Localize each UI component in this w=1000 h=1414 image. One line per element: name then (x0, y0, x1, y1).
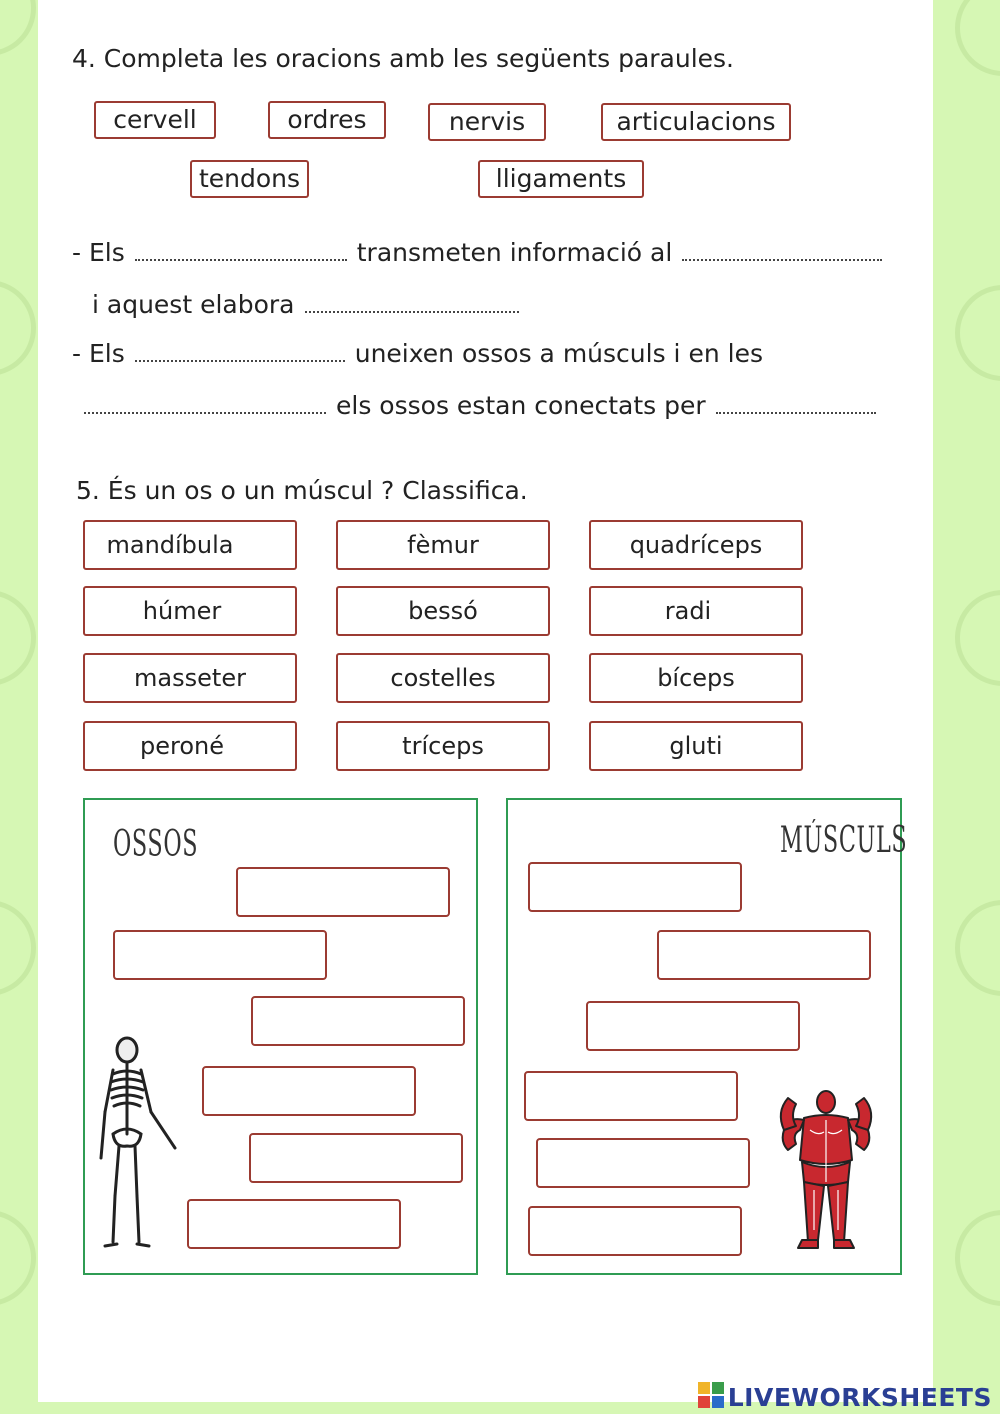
decorative-ring (955, 590, 1000, 686)
classify-item[interactable]: gluti (589, 721, 803, 771)
word-card[interactable]: lligaments (478, 160, 644, 198)
muscles-drop-slot[interactable] (657, 930, 871, 980)
classify-item[interactable]: mandíbula (83, 520, 297, 570)
muscles-drop-slot[interactable] (586, 1001, 800, 1051)
sentence-text: - Els (72, 238, 125, 267)
decorative-ring (0, 280, 36, 376)
decorative-ring (955, 285, 1000, 381)
decorative-ring (955, 0, 1000, 76)
question-4-title: 4. Completa les oracions amb les següents paraules. (72, 44, 734, 73)
muscles-panel-title: MÚSCULS (780, 820, 908, 861)
decorative-ring (0, 900, 36, 996)
sentence-text: - Els (72, 339, 125, 368)
sentence-text: els ossos estan conectats per (336, 391, 706, 420)
bones-drop-slot[interactable] (113, 930, 327, 980)
bones-drop-slot[interactable] (249, 1133, 463, 1183)
bones-panel-title: OSSOS (113, 824, 199, 865)
word-card[interactable]: tendons (190, 160, 309, 198)
bones-drop-slot[interactable] (202, 1066, 416, 1116)
classify-item[interactable]: masseter (83, 653, 297, 703)
liveworksheets-logo-icon (698, 1382, 724, 1408)
muscle-body-illustration (774, 1090, 878, 1250)
sentence-text: uneixen ossos a músculs i en les (354, 339, 763, 368)
sentence-text: i aquest elabora (92, 290, 295, 319)
word-card[interactable]: ordres (268, 101, 386, 139)
word-card[interactable]: articulacions (601, 103, 791, 141)
classify-item[interactable]: fèmur (336, 520, 550, 570)
sentence-line (74, 391, 886, 420)
word-card[interactable]: cervell (94, 101, 216, 139)
word-card[interactable]: nervis (428, 103, 546, 141)
decorative-ring (0, 0, 36, 56)
blank-field[interactable] (682, 259, 882, 261)
bones-drop-slot[interactable] (251, 996, 465, 1046)
blank-field[interactable] (305, 311, 519, 313)
decorative-ring (955, 900, 1000, 996)
sentence-text: transmeten informació al (356, 238, 673, 267)
muscles-drop-slot[interactable] (528, 862, 742, 912)
decorative-ring (0, 1210, 36, 1306)
question-5-title: 5. És un os o un múscul ? Classifica. (76, 476, 528, 505)
liveworksheets-brand[interactable]: LIVEWORKSHEETS (727, 1383, 992, 1412)
muscles-drop-slot[interactable] (524, 1071, 738, 1121)
blank-field[interactable] (135, 360, 345, 362)
bones-drop-slot[interactable] (236, 867, 450, 917)
classify-item[interactable]: costelles (336, 653, 550, 703)
classify-item[interactable]: bessó (336, 586, 550, 636)
classify-item[interactable]: tríceps (336, 721, 550, 771)
bones-panel (83, 798, 478, 1275)
sentence-line (72, 238, 892, 267)
muscles-drop-slot[interactable] (536, 1138, 750, 1188)
blank-field[interactable] (84, 412, 326, 414)
bones-drop-slot[interactable] (187, 1199, 401, 1249)
blank-field[interactable] (716, 412, 876, 414)
classify-item[interactable]: bíceps (589, 653, 803, 703)
skeleton-illustration (93, 1036, 187, 1254)
blank-field[interactable] (135, 259, 347, 261)
classify-item[interactable]: peroné (83, 721, 297, 771)
classify-item[interactable]: húmer (83, 586, 297, 636)
classify-item[interactable]: quadríceps (589, 520, 803, 570)
sentence-line (92, 290, 529, 319)
muscles-drop-slot[interactable] (528, 1206, 742, 1256)
muscles-panel (506, 798, 908, 1275)
decorative-ring (0, 590, 36, 686)
sentence-line (72, 339, 763, 368)
classify-item[interactable]: radi (589, 586, 803, 636)
decorative-ring (955, 1210, 1000, 1306)
